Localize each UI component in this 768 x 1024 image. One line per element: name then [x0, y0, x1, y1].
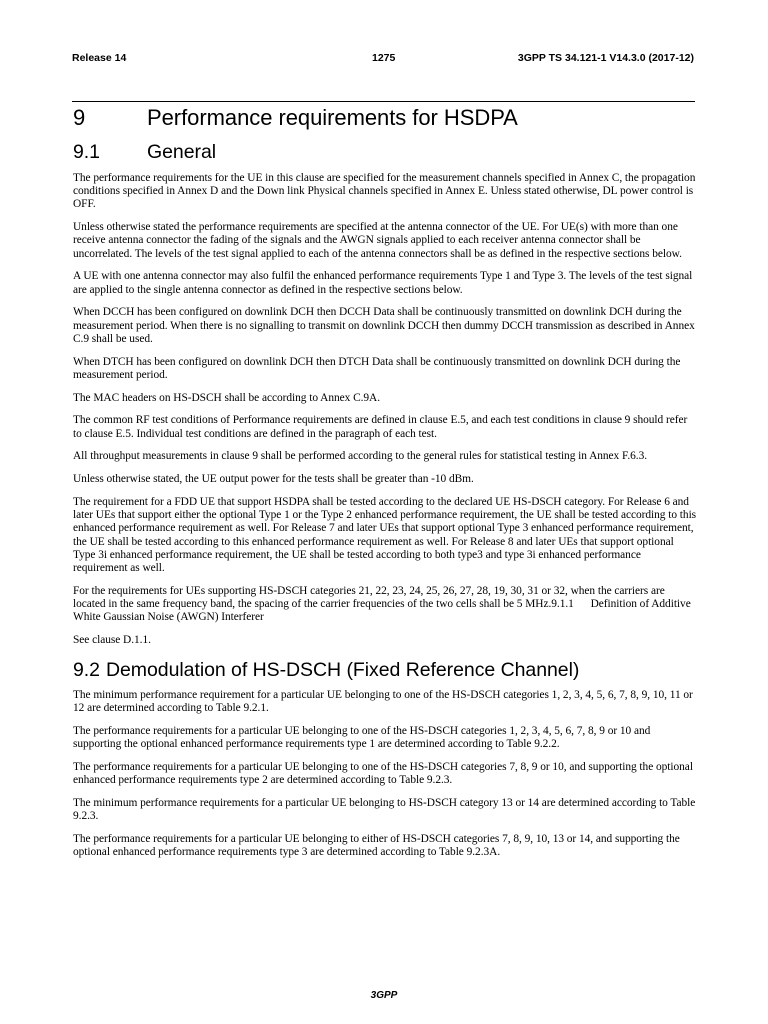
header-rule [72, 101, 695, 102]
page-number: 1275 [372, 52, 396, 64]
paragraph: Unless otherwise stated the performance requirements are specified at the antenna connector of the UE. For UE(s) with more than one receive antenna connector the fading of the signals and the AWGN signals applied to each receiver antenna connector shall be uncorrelated. The levels of the test signal applied to each of the antenna connectors shall be as defined in the respective sections below. [73, 221, 682, 260]
section-9-heading [73, 104, 697, 132]
paragraph: The requirement for a FDD UE that support HSDPA shall be tested according to the declared UE HS-DSCH category. For Release 6 and later UEs that support either the optional Type 1 or the Type 2 enhanced performance requirement, the UE shall be tested according to this enhanced performance requirement as well. For Release 7 and later UEs that support optional Type 3 enhanced performance requirement, the UE shall be tested according to this enhanced performance requirement as well. For Release 8 and later UEs that support optional Type 3i enhanced performance requirement, the UE shall be tested according to both type3 and type 3i enhanced performance requirement as well. [73, 496, 697, 575]
section-9-1-number: 9.1 [73, 141, 100, 163]
section-9-1-title: General [147, 141, 217, 163]
document-body [73, 104, 697, 869]
paragraph: When DTCH has been configured on downlink DCH then DTCH Data shall be continuously transmitted on downlink DCH during the measurement period. [73, 355, 681, 381]
spec-identifier: 3GPP TS 34.121-1 V14.3.0 (2017-12) [517, 52, 694, 64]
paragraph: Unless otherwise stated, the UE output power for the tests shall be greater than -10 dBm. [73, 473, 474, 486]
paragraph: The common RF test conditions of Performance requirements are defined in clause E.5, and each test conditions in clause 9 should refer to clause E.5. Individual test conditions are defined in the paragraph of each test. [73, 414, 688, 440]
paragraph: For the requirements for UEs supporting HS-DSCH categories 21, 22, 23, 24, 25, 26, 27, 28, 19, 30, 31 or 32, when the carriers are located in the same frequency band, the spacing of the carrier frequencies of the two cells shall be 5 MHz.9.1.1 Definition of Additive White Gaussian Noise (AWGN) Interferer [73, 584, 691, 624]
section-9-1-heading [73, 139, 697, 165]
section-9-number: 9 [73, 105, 86, 130]
paragraph: When DCCH has been configured on downlink DCH then DCCH Data shall be continuously transmitted on downlink DCH during the measurement period. When there is no signalling to transmit on downlink DCCH then dummy DCCH transmission as described in Annex C.9 shall be used. [73, 306, 695, 345]
section-9-2-title: Demodulation of HS-DSCH (Fixed Reference Channel) [105, 658, 580, 681]
paragraph: The performance requirements for a particular UE belonging to one of the HS-DSCH categories 7, 8, 9 or 10, and supporting the optional enhanced performance requirements type 2 are determined according to Table 9.2.3. [73, 760, 693, 787]
paragraph: The minimum performance requirements for a particular UE belonging to HS-DSCH category 13 or 14 are determined according to Table 9.2.3. [73, 796, 696, 823]
paragraph: A UE with one antenna connector may also fulfil the enhanced performance requirements Type 1 and Type 3. The levels of the test signal are applied to the single antenna connector as defined in the respective sections below. [73, 270, 693, 296]
paragraph: All throughput measurements in clause 9 shall be performed according to the general rules for statistical testing in Annex F.6.3. [73, 450, 648, 463]
page-footer: 3GPP [370, 990, 398, 1001]
paragraph: See clause D.1.1. [73, 634, 151, 647]
paragraph: The performance requirements for a particular UE belonging to either of HS-DSCH categories 7, 8, 9, 10, 13 or 14, and supporting the optional enhanced performance requirements type 3 are determined according to Table 9.2.3A. [73, 832, 680, 859]
section-9-2-heading [73, 657, 697, 683]
section-9-title: Performance requirements for HSDPA [147, 105, 518, 130]
paragraph: The performance requirements for the UE in this clause are specified for the measurement channels specified in Annex C, the propagation conditions specified in Annex D and the Down link Physical channels specified in Annex E. Unless stated otherwise, DL power control is OFF. [73, 172, 696, 211]
release-label: Release 14 [72, 52, 127, 64]
paragraph: The minimum performance requirement for a particular UE belonging to one of the HS-DSCH categories 1, 2, 3, 4, 5, 6, 7, 8, 9, 10, 11 or 12 are determined according to Table 9.2.1. [73, 688, 693, 715]
page-header [72, 52, 696, 68]
paragraph: The MAC headers on HS-DSCH shall be according to Annex C.9A. [73, 391, 381, 404]
section-9-2-number: 9.2 [73, 658, 100, 681]
paragraph: The performance requirements for a particular UE belonging to one of the HS-DSCH categories 1, 2, 3, 4, 5, 6, 7, 8, 9 or 10 and supporting the optional enhanced performance requirements type 1 are determined according to Table 9.2.2. [73, 724, 651, 751]
